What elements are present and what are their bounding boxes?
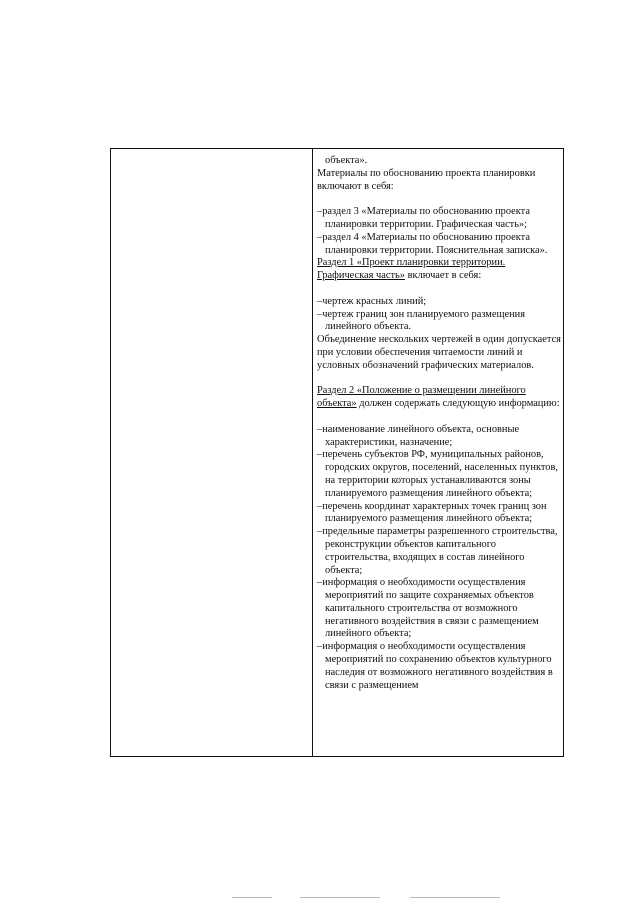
list-item: –раздел 3 «Материалы по обоснованию проекта планировки территории. Графическая часть»; (317, 206, 530, 230)
list-item: –перечень субъектов РФ, муниципальных районов, городских округов, поселений, населенных пунктов, на территории которых устанавливаются зоны планируемого размещения линейного объекта; (317, 449, 558, 499)
section-1-tail: включает в себя: (404, 270, 482, 282)
list-item: –информация о необходимости осуществления мероприятий по защите сохраняемых объектов капитального строительства от возможного негативного воздействия в связи с размещением линейного объекта; (317, 577, 539, 640)
list-item: –перечень координат характерных точек границ зон планируемого размещения линейного объекта; (317, 500, 547, 525)
list-item: –чертеж границ зон планируемого размещения линейного объекта. (317, 308, 526, 333)
list-item: –наименование линейного объекта, основные характеристики, назначение; (317, 423, 520, 448)
section-2-tail: должен содержать следующую информацию: (356, 398, 560, 410)
section-2-title: Раздел 2 «Положение о размещении линейного объекта» (317, 385, 526, 410)
section-1-title: Раздел 1 «Проект планировки территории. Графическая часть» (317, 257, 506, 282)
section-1-heading (317, 257, 561, 283)
scan-artifact (232, 897, 272, 898)
scan-artifact (410, 897, 500, 898)
requirements-table (110, 148, 564, 757)
section-2-heading (317, 385, 561, 411)
list-item: –предельные параметры разрешенного строительства, реконструкции объектов капитального строительства, входящих в состав линейного объекта; (317, 526, 558, 576)
table-right-cell (317, 155, 561, 692)
text-paragraph: Объединение нескольких чертежей в один допускается при условии обеспечения читаемости линий и условных обозначений графических материалов. (317, 334, 561, 371)
text-paragraph: Материалы по обоснованию проекта планировки включают в себя: (317, 167, 536, 192)
list-item: –раздел 4 «Материалы по обоснованию проекта планировки территории. Пояснительная записка». (317, 231, 548, 256)
column-divider (312, 149, 313, 756)
list-item: –чертеж красных линий; (317, 295, 427, 307)
list-item: –информация о необходимости осуществления мероприятий по сохранению объектов культурного наследия от возможного негативного воздействия в связи с размещением (317, 641, 553, 691)
scan-artifact (300, 897, 380, 898)
table-left-cell (111, 149, 312, 756)
text-line: объекта». (325, 155, 368, 166)
